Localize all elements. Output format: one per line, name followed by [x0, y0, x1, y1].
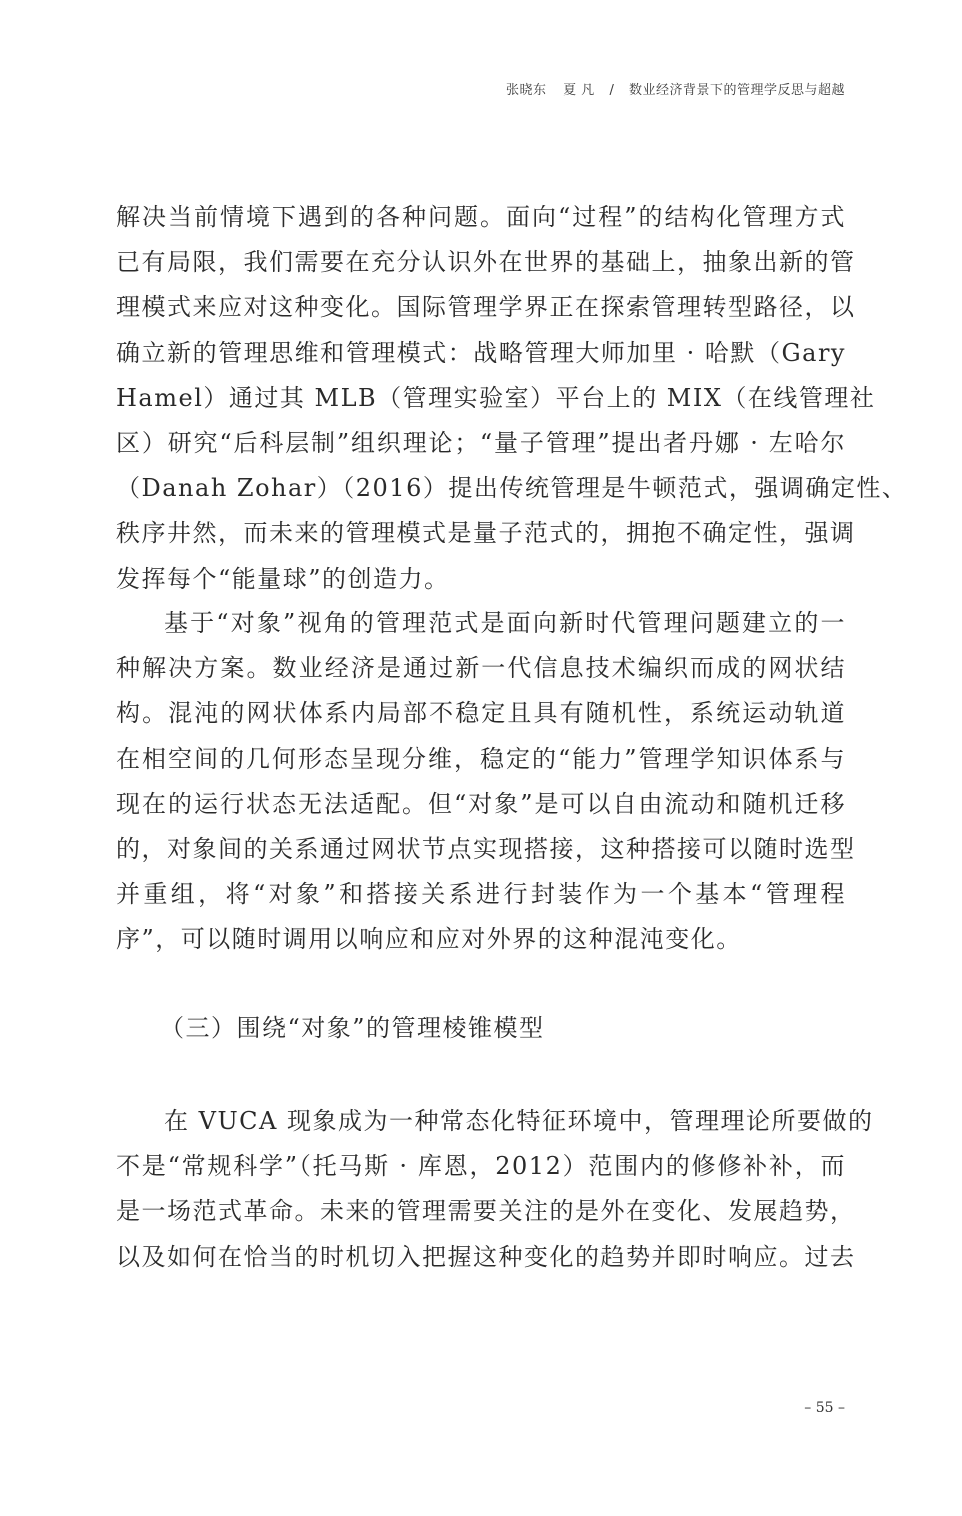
paragraph-line: 种解决方案。数业经济是通过新一代信息技术编织而成的网状结 [116, 654, 846, 683]
paragraph-line: 构。混沌的网状体系内局部不稳定且具有随机性，系统运动轨道 [116, 699, 846, 728]
paragraph-line: （Danah Zohar）（2016）提出传统管理是牛顿范式，强调确定性、 [116, 474, 908, 503]
paragraph-line: 在 VUCA 现象成为一种常态化特征环境中，管理理论所要做的 [164, 1107, 874, 1135]
page-number: – 55 – [804, 1400, 845, 1416]
paragraph-line: 的，对象间的关系通过网状节点实现搭接，这种搭接可以随时选型 [116, 835, 856, 864]
paragraph-line: 区）研究“后科层制”组织理论；“量子管理”提出者丹娜 · 左哈尔 [116, 429, 846, 458]
body-paragraph-2 [116, 601, 856, 963]
running-header [506, 79, 845, 98]
paragraph-line: 并重组，将“对象”和搭接关系进行封装作为一个基本“管理程 [116, 880, 846, 909]
paragraph-line: Hamel）通过其 MLB（管理实验室）平台上的 MIX（在线管理社 [116, 383, 876, 412]
paragraph-line: 确立新的管理思维和管理模式：战略管理大师加里 · 哈默（Gary [116, 338, 846, 367]
header-article-title: 数业经济背景下的管理学反思与超越 [628, 83, 845, 98]
header-separator: / [609, 83, 615, 98]
paragraph-line: 现在的运行状态无法适配。但“对象”是可以自由流动和随机迁移 [116, 789, 846, 818]
paragraph-line: 以及如何在恰当的时机切入把握这种变化的趋势并即时响应。过去 [116, 1242, 856, 1271]
section-heading: （三）围绕“对象”的管理棱锥模型 [160, 1014, 545, 1042]
paragraph-line: 基于“对象”视角的管理范式是面向新时代管理问题建立的一 [164, 609, 846, 637]
paragraph-line: 理模式来应对这种变化。国际管理学界正在探索管理转型路径，以 [116, 293, 856, 322]
body-paragraph-1 [116, 195, 908, 602]
paragraph-line: 解决当前情境下遇到的各种问题。面向“过程”的结构化管理方式 [116, 203, 846, 231]
paragraph-line: 在相空间的几何形态呈现分维，稳定的“能力”管理学知识体系与 [116, 744, 846, 773]
paragraph-line: 秩序井然，而未来的管理模式是量子范式的，拥抱不确定性，强调 [116, 519, 856, 548]
paragraph-line: 是一场范式革命。未来的管理需要关注的是外在变化、发展趋势， [116, 1197, 856, 1226]
paragraph-line: 序”，可以随时调用以响应和应对外界的这种混沌变化。 [116, 925, 742, 954]
header-author-1: 张晓东 [506, 83, 547, 98]
paragraph-line: 已有局限，我们需要在充分认识外在世界的基础上，抽象出新的管 [116, 248, 856, 277]
body-paragraph-3 [116, 1099, 874, 1280]
paragraph-line: 不是“常规科学”（托马斯 · 库恩，2012）范围内的修修补补，而 [116, 1152, 846, 1181]
paragraph-line: 发挥每个“能量球”的创造力。 [116, 564, 450, 593]
header-author-2: 夏 凡 [563, 83, 595, 98]
